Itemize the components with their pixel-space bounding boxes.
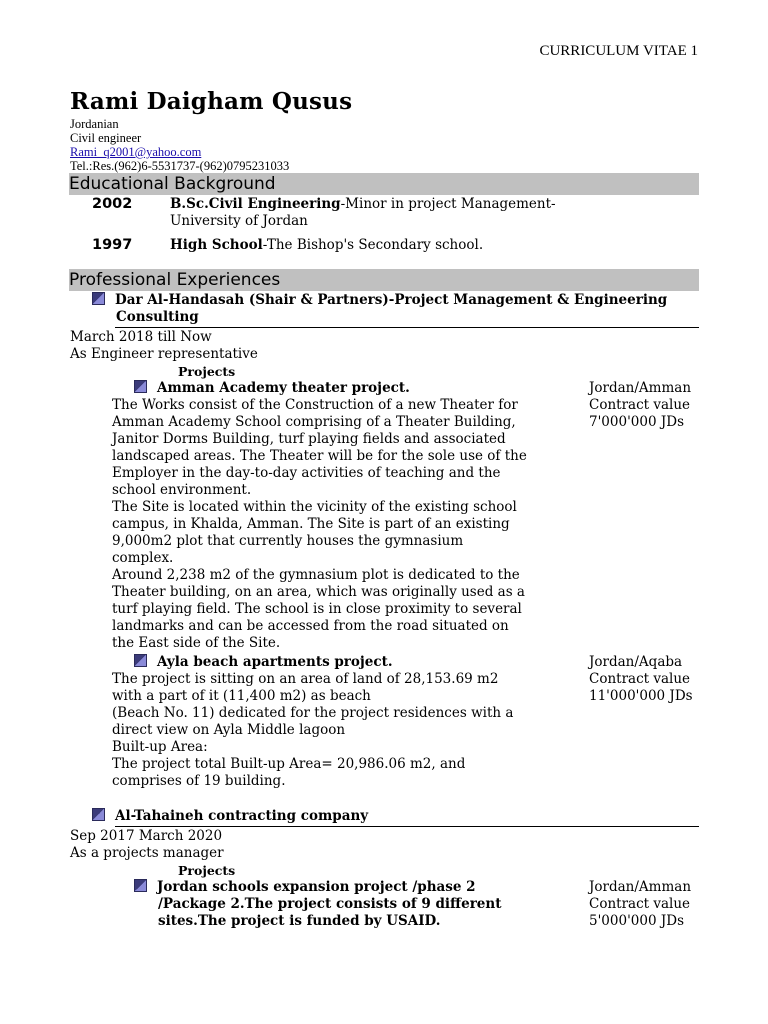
desc-line: the East side of the Site.: [112, 635, 281, 651]
desc-line: Janitor Dorms Building, turf playing fields and associated: [112, 431, 506, 447]
project-meta-amman-academy: [589, 380, 691, 431]
contract-label: Contract value: [589, 671, 691, 687]
company-al-tahaineh: [92, 808, 368, 825]
company-name: Al-Tahaineh contracting company: [115, 808, 369, 824]
bullet-icon: [134, 654, 147, 667]
contract-value: 7'000'000 JDs: [589, 414, 685, 430]
project-title-line: Jordan schools expansion project /phase 2: [157, 879, 476, 895]
project-title: Amman Academy theater project.: [157, 380, 410, 396]
project-title-jordan-schools: [134, 879, 554, 930]
projects-label: Projects: [178, 863, 236, 878]
project-title-line: /Package 2.The project consists of 9 different: [158, 896, 502, 912]
edu-year-2002: 2002: [92, 196, 133, 212]
contract-value: 11'000'000 JDs: [589, 688, 693, 704]
edu-item-1997: [170, 237, 610, 254]
desc-line: The Site is located within the vicinity of the existing school: [112, 499, 517, 515]
projects-label: Projects: [178, 364, 236, 379]
project-title-line: sites.The project is funded by USAID.: [158, 913, 441, 929]
contract-label: Contract value: [589, 397, 691, 413]
section-education-heading: Educational Background: [69, 173, 699, 195]
project-description-amman-academy: [112, 397, 572, 652]
desc-line: complex.: [112, 550, 174, 566]
project-location: Jordan/Amman: [589, 380, 692, 396]
desc-line: The project is sitting on an area of land of 28,153.69 m2: [112, 671, 499, 687]
project-meta-jordan-schools: [589, 879, 691, 930]
company-dar-al-handasah: [92, 292, 702, 326]
desc-line: campus, in Khalda, Amman. The Site is part of an existing: [112, 516, 510, 532]
company-role: As a projects manager: [70, 845, 224, 861]
desc-line: 9,000m2 plot that currently houses the gymnasium: [112, 533, 464, 549]
desc-line: (Beach No. 11) dedicated for the project residences with a: [112, 705, 514, 721]
contract-label: Contract value: [589, 896, 691, 912]
nationality: Jordanian: [70, 117, 119, 131]
project-title: Ayla beach apartments project.: [157, 654, 393, 670]
edu-degree: High School: [170, 237, 263, 253]
job-title: Civil engineer: [70, 131, 142, 145]
project-meta-ayla-beach: [589, 654, 693, 705]
desc-line: Theater building, on an area, which was originally used as a: [112, 584, 525, 600]
desc-line: Amman Academy School comprising of a Theater Building,: [112, 414, 516, 430]
edu-degree: B.Sc.Civil Engineering: [170, 196, 341, 212]
project-description-ayla-beach: [112, 671, 572, 790]
edu-detail: -The Bishop's Secondary school.: [262, 237, 484, 253]
project-location: Jordan/Aqaba: [589, 654, 683, 670]
project-title-ayla-beach: [134, 654, 393, 671]
company-period: March 2018 till Now: [70, 329, 212, 345]
desc-line: school environment.: [112, 482, 252, 498]
edu-detail: -Minor in project Management-: [340, 196, 556, 212]
desc-line: The Works consist of the Construction of a new Theater for: [112, 397, 518, 413]
person-name: Rami Daigham Qusus: [70, 88, 353, 115]
company-name-2: Consulting: [116, 309, 199, 325]
bullet-icon: [92, 292, 105, 305]
bullet-icon: [134, 879, 147, 892]
section-experience-heading: Professional Experiences: [69, 269, 699, 291]
desc-line: comprises of 19 building.: [112, 773, 286, 789]
company-name: Dar Al-Handasah (Shair & Partners)-Project Management & Engineering: [115, 292, 668, 308]
edu-year-1997: 1997: [92, 237, 133, 253]
desc-line: direct view on Ayla Middle lagoon: [112, 722, 346, 738]
contact-info: [70, 117, 289, 173]
edu-item-2002: [170, 196, 610, 230]
desc-line: Built-up Area:: [112, 739, 208, 755]
email-link[interactable]: Rami_q2001@yahoo.com: [70, 145, 202, 159]
company-period: Sep 2017 March 2020: [70, 828, 223, 844]
contract-value: 5'000'000 JDs: [589, 913, 685, 929]
divider: [115, 826, 699, 827]
divider: [115, 327, 699, 328]
project-title-amman-academy: [134, 380, 410, 397]
desc-line: with a part of it (11,400 m2) as beach: [112, 688, 371, 704]
edu-detail-2: University of Jordan: [170, 213, 308, 229]
bullet-icon: [134, 380, 147, 393]
desc-line: The project total Built-up Area= 20,986.06 m2, and: [112, 756, 466, 772]
desc-line: landmarks and can be accessed from the road situated on: [112, 618, 509, 634]
phone: Tel.:Res.(962)6-5531737-(962)0795231033: [70, 159, 290, 173]
project-location: Jordan/Amman: [589, 879, 692, 895]
desc-line: turf playing field. The school is in close proximity to several: [112, 601, 522, 617]
company-role: As Engineer representative: [70, 346, 258, 362]
bullet-icon: [92, 808, 105, 821]
desc-line: Employer in the day-to-day activities of teaching and the: [112, 465, 501, 481]
desc-line: landscaped areas. The Theater will be for the sole use of the: [112, 448, 527, 464]
page-header-label: CURRICULUM VITAE 1: [539, 43, 698, 59]
desc-line: Around 2,238 m2 of the gymnasium plot is dedicated to the: [112, 567, 520, 583]
